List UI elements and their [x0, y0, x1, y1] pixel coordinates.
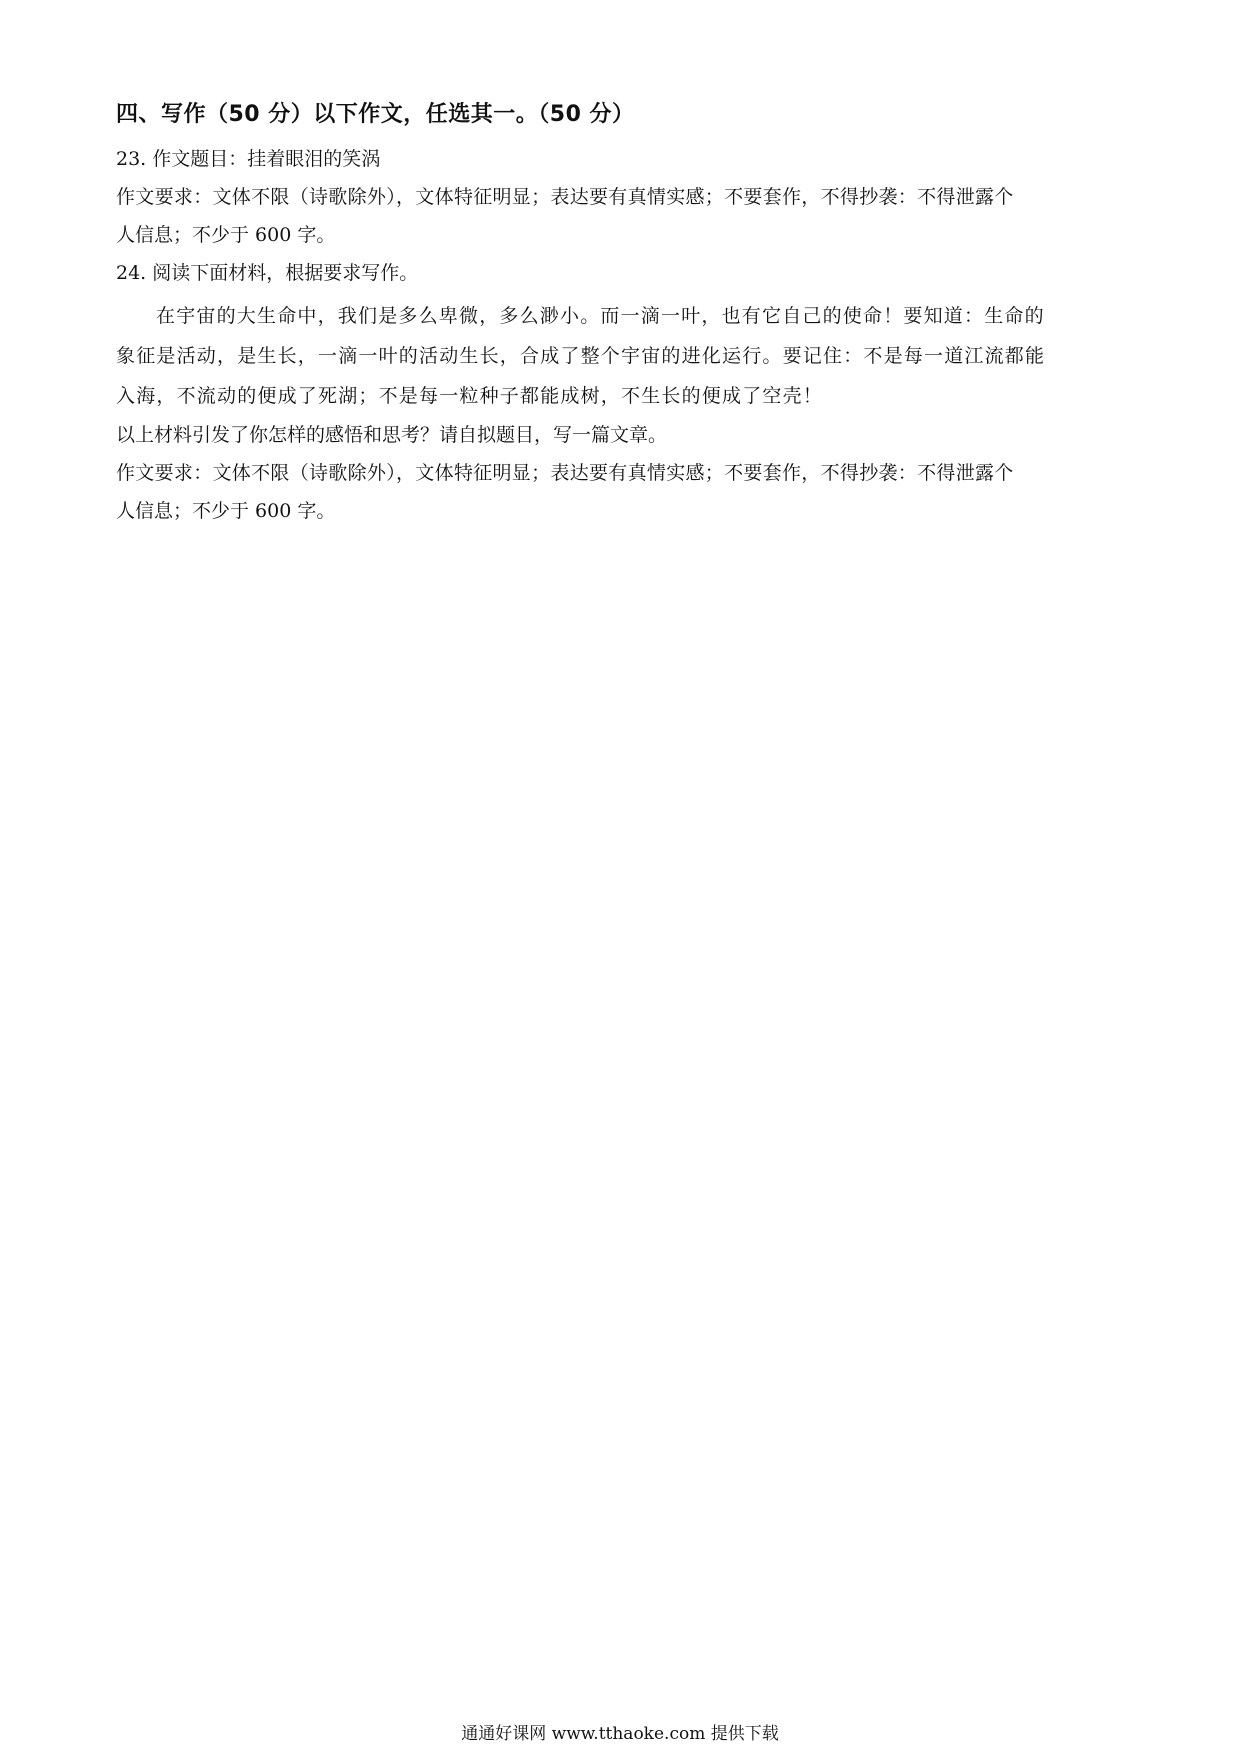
q24-requirement-line-2: 人信息；不少于 600 字。 — [116, 500, 336, 522]
q23-title: 23. 作文题目：挂着眼泪的笑涡 — [116, 148, 381, 170]
material-line-3: 入海，不流动的便成了死湖；不是每一粒种子都能成树，不生长的便成了空壳！ — [116, 385, 824, 407]
q23-requirements — [116, 178, 1131, 254]
q24-prompt: 以上材料引发了你怎样的感悟和思考？请自拟题目，写一篇文章。 — [116, 424, 668, 446]
page-content — [116, 98, 1131, 530]
section-heading: 四、写作（50 分）以下作文，任选其一。（50 分） — [116, 102, 635, 127]
q24-requirements — [116, 454, 1131, 530]
q24-requirement-line-1: 作文要求：文体不限（诗歌除外），文体特征明显；表达要有真情实感；不要套作，不得抄袭：不得泄露个 — [116, 462, 1014, 484]
q24-title: 24. 阅读下面材料，根据要求写作。 — [116, 262, 419, 284]
material-line-1: 在宇宙的大生命中，我们是多么卑微，多么渺小。而一滴一叶，也有它自己的使命！要知道：生命的 — [156, 305, 1045, 327]
page-footer: 通通好课网 www.tthaoke.com 提供下载 — [461, 1724, 779, 1744]
q24-material — [116, 296, 1131, 416]
material-line-2: 象征是活动，是生长，一滴一叶的活动生长，合成了整个宇宙的进化运行。要记住：不是每一道江流都能 — [116, 345, 1046, 367]
q23-requirement-line-2: 人信息；不少于 600 字。 — [116, 224, 336, 246]
q23-requirement-line-1: 作文要求：文体不限（诗歌除外），文体特征明显；表达要有真情实感；不要套作，不得抄袭：不得泄露个 — [116, 186, 1014, 208]
